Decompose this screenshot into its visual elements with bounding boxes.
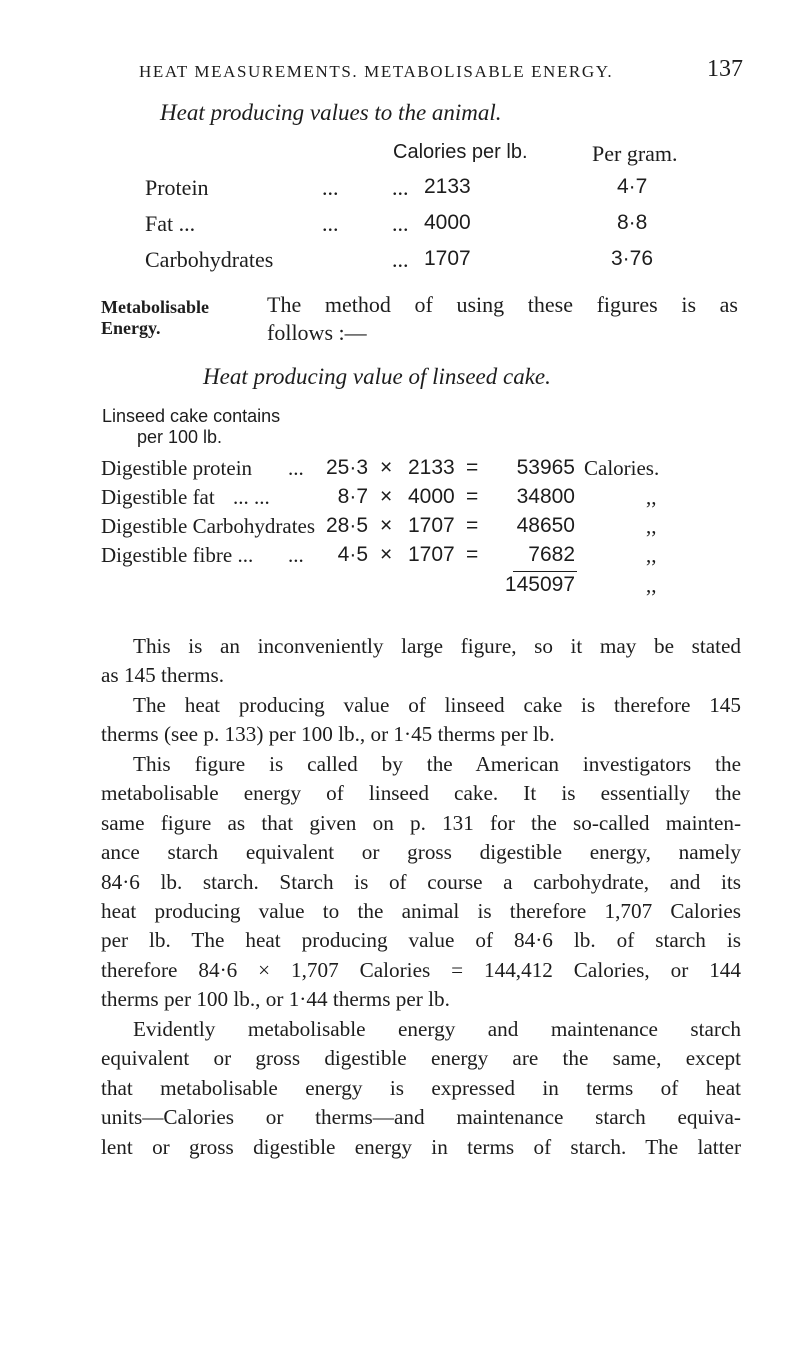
table2-row-factor: 25·3 <box>325 456 368 479</box>
table2-row-leader: ... <box>288 456 304 480</box>
table1-title: Heat producing values to the animal. <box>160 100 502 125</box>
table1-row-leader: ... <box>322 211 339 236</box>
paragraph-line: The heat producing value of linseed cake is therefore 145 <box>133 693 741 717</box>
table1-row-per-gram: 3·76 <box>611 247 654 270</box>
method-text-line2: follows :— <box>267 320 367 345</box>
table1-row-calories: 2133 <box>424 175 471 198</box>
table2-row-equals: = <box>466 485 479 508</box>
paragraph-line: Evidently metabolisable energy and maintenance starch <box>133 1017 741 1041</box>
table2-row-result: 48650 <box>516 514 575 537</box>
method-text-line1: The method of using these figures is as <box>267 292 738 317</box>
table2-row-unit: Calories. <box>584 456 660 480</box>
table2-row-times: × <box>380 543 393 566</box>
running-title: HEAT MEASUREMENTS. METABOLISABLE ENERGY. <box>139 62 614 81</box>
table2-row-leader: ... ... <box>233 485 270 509</box>
col-header-calories: Calories per lb. <box>393 141 528 163</box>
table1-row-leader: ... <box>392 211 409 236</box>
table1-row-calories: 4000 <box>424 211 471 234</box>
paragraph-line: that metabolisable energy is expressed in terms of heat <box>101 1075 741 1100</box>
table2-row-times: × <box>380 456 393 479</box>
table2-row-multiplier: 4000 <box>408 485 455 508</box>
table2-row-multiplier: 1707 <box>408 514 455 537</box>
table2-row-factor: 28·5 <box>325 514 368 537</box>
table2-row-result: 34800 <box>516 485 575 508</box>
running-header <box>139 56 743 86</box>
paragraph-4 <box>101 1015 741 1162</box>
table2-row-label: Digestible fibre ... <box>101 543 254 567</box>
paragraph-line: equivalent or gross digestible energy are the same, except <box>101 1046 741 1071</box>
table1-row-leader: ... <box>392 247 409 272</box>
table2-row-leader: ... <box>288 543 304 567</box>
table1-row-label: Fat ... <box>145 211 196 236</box>
paragraph-line: therefore 84·6 × 1,707 Calories = 144,412 Calories, or 144 <box>101 957 741 982</box>
table2-row-equals: = <box>466 514 479 537</box>
table2-row-factor: 4·5 <box>337 543 368 566</box>
paragraph-line: lent or gross digestible energy in terms of starch. The latter <box>101 1134 741 1159</box>
table2-row-unit: ,, <box>646 485 657 509</box>
paragraph-line: units—Calories or therms—and maintenance starch equiva- <box>101 1105 741 1130</box>
paragraph-line: heat producing value to the animal is therefore 1,707 Calories <box>101 899 741 924</box>
paragraph-line: This is an inconveniently large figure, so it may be stated <box>133 634 741 658</box>
table2-total: 145097 <box>504 573 575 596</box>
table2-row-label: Digestible Carbohydrates <box>101 514 316 538</box>
table2-row-equals: = <box>466 543 479 566</box>
table2-row-result: 7682 <box>528 543 575 566</box>
table2-row-times: × <box>380 485 393 508</box>
table1-row-per-gram: 4·7 <box>617 175 648 198</box>
paragraph-line: per lb. The heat producing value of 84·6 lb. of starch is <box>101 928 741 953</box>
table2-title: Heat producing value of linseed cake. <box>203 364 551 389</box>
table2-row-label: Digestible fat <box>101 485 215 509</box>
table1-row-per-gram: 8·8 <box>617 211 648 234</box>
paragraph-2 <box>101 691 741 750</box>
margin-note-line1: Metabolisable <box>101 297 209 317</box>
paragraph-3 <box>101 750 741 1015</box>
paragraph-line: This figure is called by the American investigators the <box>133 752 741 776</box>
table2-row-label: Digestible protein <box>101 456 253 480</box>
table1-row-calories: 1707 <box>424 247 471 270</box>
paragraph-line: ance starch equivalent or gross digestible energy, namely <box>101 840 741 865</box>
paragraph-line: as 145 therms. <box>101 663 224 688</box>
paragraph-line: therms per 100 lb., or 1·44 therms per lb. <box>101 987 450 1012</box>
table2-row-multiplier: 1707 <box>408 543 455 566</box>
col-header-per-gram: Per gram. <box>592 141 678 166</box>
table2-intro-line2: per 100 lb. <box>137 427 223 447</box>
table1-row-leader: ... <box>392 175 409 200</box>
paragraph-line: metabolisable energy of linseed cake. It is essentially the <box>101 781 741 806</box>
table2-row-multiplier: 2133 <box>408 456 455 479</box>
paragraph-line: same figure as that given on p. 131 for the so-called mainten- <box>101 810 741 835</box>
table2-row-unit: ,, <box>646 514 657 538</box>
margin-note-line2: Energy. <box>101 318 161 338</box>
table1-row-label: Carbohydrates <box>145 247 274 272</box>
paragraph-line: therms (see p. 133) per 100 lb., or 1·45 therms per lb. <box>101 722 555 747</box>
table2-row-times: × <box>380 514 393 537</box>
table1-row-leader: ... <box>322 175 339 200</box>
paragraph-line: 84·6 lb. starch. Starch is of course a carbohydrate, and its <box>101 869 741 894</box>
table2-row-result: 53965 <box>516 456 575 479</box>
table2-total-unit: ,, <box>646 573 657 597</box>
table2-row-factor: 8·7 <box>337 485 368 508</box>
table1-row-label: Protein <box>145 175 209 200</box>
page-number: 137 <box>707 56 743 82</box>
table2-intro-line1: Linseed cake contains <box>102 406 281 426</box>
paragraph-1 <box>101 632 741 691</box>
table2-row-unit: ,, <box>646 543 657 567</box>
table2-row-equals: = <box>466 456 479 479</box>
